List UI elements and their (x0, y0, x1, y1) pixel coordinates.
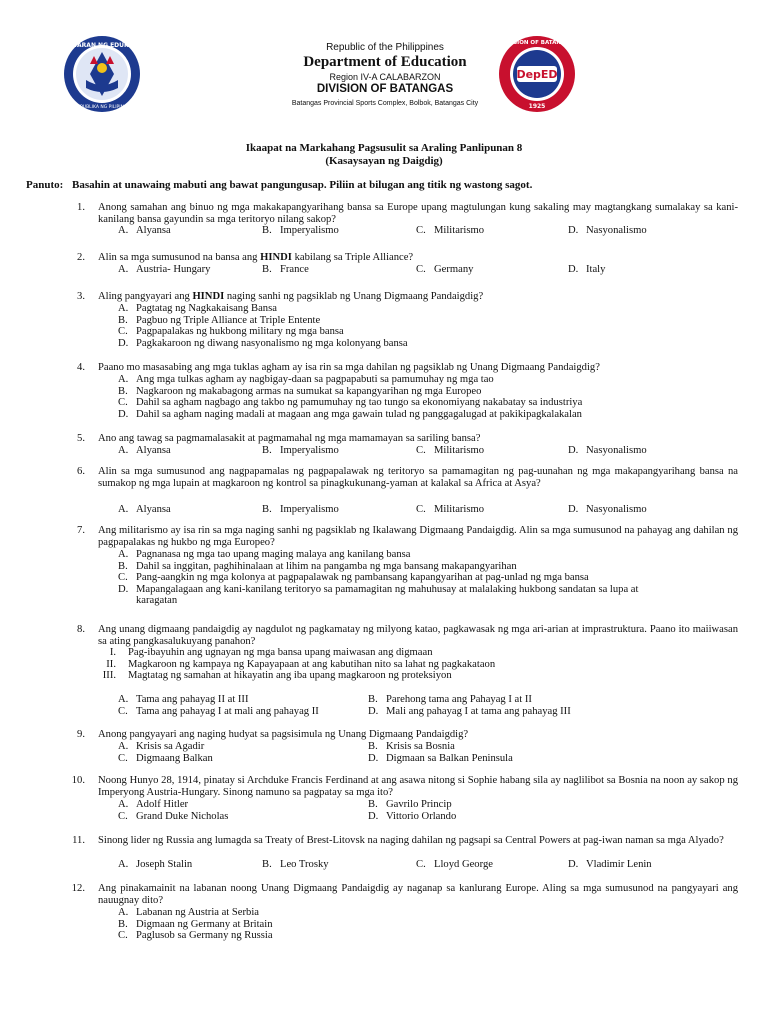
option-text: Germany (434, 264, 474, 275)
option-letter: D. (568, 264, 579, 275)
option-text: Paglusob sa Germany ng Russia (136, 930, 273, 942)
option-letter: C. (118, 326, 128, 338)
question-text: Sinong lider ng Russia ang lumagda sa Treaty of Brest-Litovsk na naging dahilan ng pagsapi sa Central Powers at pag-iwan naman sa mga Alyado? (98, 835, 724, 846)
roman-numeral: III. (102, 670, 116, 682)
question-number: 5. (77, 433, 85, 444)
option-letter: A. (118, 549, 129, 560)
option-text: Imperyalismo (280, 225, 339, 236)
answer-option[interactable] (118, 930, 273, 942)
option-letter: A. (118, 264, 129, 275)
answer-option[interactable] (568, 225, 647, 237)
roman-text: Magtatag ng samahan at hikayatin ang iba upang magkaroon ng proteksiyon (128, 670, 452, 682)
option-text: Pagbuo ng Triple Alliance at Triple Entente (136, 314, 321, 326)
question-text: Ang unang digmaang pandaigdig ay nagdulot ng pagkamatay ng milyong katao, pagkawasak ng mga ari-arian at imprastruktura. Paano ito maiiwasan sa ating pangkasalukuyang panahon? (98, 624, 738, 647)
question-item (0, 291, 768, 349)
answer-option[interactable] (118, 799, 188, 811)
option-text: Gavrilo Princip (386, 799, 452, 810)
option-letter: A. (118, 303, 129, 314)
answer-option[interactable] (118, 859, 192, 871)
question-number: 10. (71, 775, 85, 786)
question-item (0, 835, 768, 870)
answer-option[interactable] (118, 445, 171, 457)
option-text: Pagtatag ng Nagkakaisang Bansa (136, 303, 277, 314)
option-letter: B. (262, 225, 272, 236)
option-letter: D. (568, 225, 579, 236)
option-text: Alyansa (136, 225, 171, 236)
option-letter: A. (118, 445, 129, 456)
option-letter: C. (416, 264, 426, 275)
option-letter: D. (368, 810, 379, 822)
option-text: Mali ang pahayag I at tama ang pahayag III (386, 705, 571, 717)
option-text: France (280, 264, 309, 275)
option-text: Grand Duke Nicholas (136, 810, 229, 822)
letterhead (0, 0, 768, 112)
option-letter: B. (118, 385, 128, 397)
roman-numeral: I. (109, 647, 116, 658)
answer-option[interactable] (118, 741, 204, 753)
instructions-label: Panuto: (26, 179, 64, 191)
roman-text: Pag-ibayuhin ang ugnayan ng mga bansa upang maiwasan ang digmaan (128, 647, 433, 658)
answer-option[interactable] (416, 859, 493, 871)
option-letter: D. (568, 859, 579, 870)
republic-line: Republic of the Philippines (326, 42, 444, 53)
question-item (0, 252, 768, 275)
answer-option[interactable] (118, 409, 582, 421)
question-item (0, 624, 768, 717)
answer-option[interactable] (368, 706, 571, 718)
option-letter: B. (262, 445, 272, 456)
option-letter: A. (118, 504, 129, 515)
question-number: 4. (77, 362, 85, 373)
option-text: Dahil sa inggitan, paghihinalaan at lihim na pangamba ng mga bansang makapangyarihan (136, 560, 517, 572)
option-text: Imperyalismo (280, 504, 339, 515)
option-letter: B. (368, 799, 378, 810)
option-text: Tama ang pahayag II at III (136, 694, 249, 705)
region-line: Region IV-A CALABARZON (329, 72, 441, 82)
answer-option[interactable] (368, 753, 513, 765)
roman-text: Magkaroon ng kampaya ng Kapayapaan at ang kabutihan nito sa lahat ng pagkakataon (128, 658, 496, 670)
answer-option[interactable] (118, 225, 171, 237)
division-seal-icon (497, 34, 577, 114)
option-text: Pagkakaroon ng diwang nasyonalismo ng mga kolonyang bansa (136, 337, 408, 349)
option-letter: A. (118, 225, 129, 236)
option-text: Nasyonalismo (586, 504, 647, 515)
option-letter: A. (118, 859, 129, 870)
question-item (0, 729, 768, 764)
option-text: Imperyalismo (280, 445, 339, 456)
option-text: Tama ang pahayag I at mali ang pahayag II (136, 705, 319, 717)
question-item (0, 525, 768, 607)
question-number: 3. (77, 291, 85, 302)
option-text: Adolf Hitler (136, 799, 189, 810)
answer-option[interactable] (118, 374, 494, 386)
question-item (0, 433, 768, 456)
option-text: Krisis sa Agadir (136, 741, 205, 752)
roman-statement (90, 659, 495, 671)
exam-subtitle: (Kasaysayan ng Daigdig) (325, 155, 443, 167)
svg-text:DepED: DepED (516, 68, 558, 81)
option-text: Vittorio Orlando (386, 810, 457, 822)
option-text: Joseph Stalin (136, 859, 193, 870)
option-letter: C. (118, 572, 128, 584)
option-text: Pagpapalakas ng hukbong military ng mga bansa (136, 326, 344, 338)
question-text (98, 291, 738, 303)
exam-title: Ikaapat na Markahang Pagsusulit sa Araling Panlipunan 8 (245, 142, 523, 154)
option-letter: D. (118, 337, 129, 349)
option-letter: A. (118, 741, 129, 752)
option-text: Digmaan ng Germany at Britain (136, 918, 273, 930)
option-letter: D. (568, 504, 579, 515)
question-number: 8. (77, 624, 85, 635)
option-letter: D. (368, 705, 379, 717)
question-text-post: kabilang sa Triple Alliance? (291, 252, 414, 263)
answer-option[interactable] (118, 504, 171, 516)
question-number: 2. (77, 252, 85, 263)
question-text: Ang pinakamainit na labanan noong Unang Digmaang Pandaigdig ay naganap sa kanlurang Europe. Aling sa mga sumusunod na pangyayari ang nauugnay dito? (98, 883, 738, 906)
answer-option[interactable] (568, 859, 652, 871)
answer-option[interactable] (118, 326, 344, 338)
question-item (0, 883, 768, 942)
option-text: Ang mga tulkas agham ay nagbigay-daan sa pagpapabuti sa pamumuhay ng mga tao (136, 374, 494, 385)
answer-option[interactable] (118, 397, 582, 409)
question-text: Ang militarismo ay isa rin sa mga naging sanhi ng pagsiklab ng Ikalawang Digmaang Pandaigdig. Alin sa mga sumusunod na pahayag ang dahilan ng pagpapalakas ng hukbo ng mga Europeo? (98, 525, 738, 548)
answer-option[interactable] (118, 315, 320, 327)
option-letter: B. (118, 560, 128, 572)
question-text-pre: Aling pangyayari ang (98, 291, 193, 302)
question-number: 9. (77, 729, 85, 740)
address-line: Batangas Provincial Sports Complex, Bolbok, Batangas City (291, 100, 479, 107)
instructions-text: Basahin at unawaing mabuti ang bawat pangungusap. Piliin at bilugan ang titik ng wastong sagot. (72, 179, 533, 191)
option-text: Digmaang Balkan (136, 752, 213, 764)
option-letter: B. (118, 314, 128, 326)
answer-option[interactable] (118, 338, 408, 350)
question-text-pre: Alin sa mga sumusunod na bansa ang (98, 252, 261, 263)
answer-option[interactable] (118, 706, 319, 718)
svg-text:DIVISION OF BATANGAS: DIVISION OF BATANGAS (500, 40, 574, 46)
question-text: Anong samahan ang binuo ng mga makakapangyarihang bansa sa Europe upang magtulungan kung sakaling may magtangkang sumalakay sa kani-kanilang bansa gayundin sa mga teritoryo nilang sakop? (98, 202, 738, 225)
answer-option[interactable] (568, 445, 647, 457)
option-text: Alyansa (136, 504, 171, 515)
answer-option[interactable] (262, 445, 339, 457)
option-letter: A. (118, 907, 129, 918)
answer-option[interactable] (118, 694, 249, 706)
option-text: Vladimir Lenin (586, 859, 652, 870)
answer-option[interactable] (118, 561, 517, 573)
option-letter: C. (416, 504, 426, 515)
answer-option[interactable] (368, 741, 455, 753)
option-text: Nagkaroon ng makabagong armas na sumukat sa kapangyarihan ng mga Europeo (136, 385, 482, 397)
roman-statement (90, 647, 433, 659)
answer-option[interactable] (118, 572, 589, 584)
question-item (0, 466, 768, 515)
option-letter: B. (262, 504, 272, 515)
option-text: Nasyonalismo (586, 225, 647, 236)
question-text-post: naging sanhi ng pagsiklab ng Unang Digmaang Pandaigdig? (224, 291, 484, 302)
option-letter: C. (118, 705, 128, 717)
option-letter: B. (368, 741, 378, 752)
option-text: Krisis sa Bosnia (386, 741, 455, 752)
roman-statement (90, 670, 452, 682)
option-text: Alyansa (136, 445, 171, 456)
option-text: Digmaan sa Balkan Peninsula (386, 752, 513, 764)
svg-text:1925: 1925 (528, 103, 546, 110)
answer-option[interactable] (368, 811, 456, 823)
option-text: Labanan ng Austria at Serbia (136, 907, 259, 918)
option-letter: A. (118, 694, 129, 705)
option-text: Militarismo (434, 504, 485, 515)
answer-option[interactable] (262, 264, 309, 276)
answer-option[interactable] (568, 264, 605, 276)
option-letter: C. (118, 752, 128, 764)
answer-option[interactable] (262, 859, 329, 871)
option-letter: C. (416, 445, 426, 456)
option-letter: D. (368, 752, 379, 764)
option-text: Pagnanasa ng mga tao upang maging malaya ang kanilang bansa (136, 549, 411, 560)
answer-option[interactable] (118, 264, 210, 276)
option-text: Nasyonalismo (586, 445, 647, 456)
option-text: Mapangalagaan ang kani-kanilang teritoryo sa pamamagitan ng mahuhusay at malalaking hukbong sandatan sa lupa at (136, 583, 639, 595)
option-letter: B. (262, 859, 272, 870)
answer-option[interactable] (568, 504, 647, 516)
option-letter: B. (368, 694, 378, 705)
option-letter: B. (118, 918, 128, 930)
question-text: Anong pangyayari ang naging hudyat sa pagsisimula ng Unang Digmaang Pandaigdig? (98, 729, 469, 740)
question-text: Paano mo masasabing ang mga tuklas agham ay isa rin sa mga dahilan ng pagsiklab ng Unang Digmaang Pandaigdig? (98, 362, 600, 373)
answer-option[interactable] (118, 303, 277, 315)
option-letter: D. (118, 408, 129, 420)
answer-option[interactable] (118, 584, 638, 596)
question-text: Ano ang tawag sa pagmamalasakit at pagmamahal ng mga mamamayan sa sariling bansa? (98, 433, 481, 444)
division-line: DIVISION OF BATANGAS (316, 83, 454, 95)
option-letter: C. (118, 397, 128, 409)
question-number: 1. (77, 202, 85, 213)
answer-option[interactable] (368, 799, 452, 811)
option-letter: B. (262, 264, 272, 275)
option-text: Militarismo (434, 225, 485, 236)
option-text: Militarismo (434, 445, 485, 456)
answer-option[interactable] (118, 811, 228, 823)
answer-option[interactable] (118, 753, 213, 765)
question-text-emphasis: HINDI (260, 252, 292, 263)
answer-option[interactable] (118, 919, 273, 931)
svg-text:REPUBLIKA NG PILIPINAS: REPUBLIKA NG PILIPINAS (74, 105, 130, 110)
option-text: Parehong tama ang Pahayag I at II (386, 694, 532, 705)
option-text: Dahil sa agham nagbago ang takbo ng pamumuhay ng tao tungo sa ekonomiyang nakabatay sa industriya (136, 397, 583, 409)
answer-option[interactable] (118, 549, 410, 561)
answer-option[interactable] (416, 504, 484, 516)
question-text (98, 252, 738, 264)
option-text: Italy (586, 264, 606, 275)
answer-option[interactable] (118, 386, 481, 398)
option-letter: C. (118, 810, 128, 822)
option-letter: C. (118, 930, 128, 942)
department-name: Department of Education (303, 54, 467, 70)
roman-numeral: II. (106, 658, 116, 670)
answer-option[interactable] (118, 907, 259, 919)
answer-option[interactable] (262, 504, 339, 516)
option-letter: C. (416, 225, 426, 236)
question-item (0, 362, 768, 420)
svg-text:KAGAWARAN NG EDUKASYON: KAGAWARAN NG EDUKASYON (52, 42, 152, 49)
instructions (26, 179, 532, 191)
answer-option[interactable] (368, 694, 532, 706)
question-item (0, 202, 768, 236)
question-text: Alin sa mga sumusunod ang nagpapamalas ng pagpapalawak ng teritoryo sa pamamagitan ng pag-uunahan ng mga makapangyarihang bansa na sumakop ng mga lupain at magkaroon ng kontrol sa pinagkukunang-yaman at kalakal sa Africa at Asya? (98, 466, 738, 489)
answer-option[interactable] (416, 225, 484, 237)
option-text: Lloyd George (434, 859, 493, 870)
option-text: Pang-aangkin ng mga kolonya at pagpapalawak ng pambansang kapangyarihan at pag-unlad ng mga bansa (136, 572, 589, 584)
question-number: 12. (71, 883, 85, 894)
option-letter: D. (568, 445, 579, 456)
option-letter: D. (118, 583, 129, 595)
question-number: 7. (77, 525, 85, 536)
deped-seal-icon (52, 34, 152, 114)
question-number: 6. (77, 466, 85, 477)
option-letter: A. (118, 374, 129, 385)
answer-option[interactable] (416, 264, 473, 276)
answer-option[interactable] (262, 225, 339, 237)
question-number: 11. (72, 835, 85, 846)
option-text: Dahil sa agham naging madali at magaan ang mga gawain tulad ng panggagalugad at pakikipagkalakalan (136, 408, 582, 420)
option-text-continued: karagatan (136, 595, 178, 607)
question-text: Noong Hunyo 28, 1914, pinatay si Archduke Francis Ferdinand at ang asawa nitong si Sophie habang sila ay naglilibot sa Bosnia na noon ay sakop ng Imperyong Austria-Hungary. Sinong namuno sa pagpatay sa mga ito? (98, 775, 738, 798)
answer-option[interactable] (416, 445, 484, 457)
option-text: Leo Trosky (280, 859, 329, 870)
option-letter: C. (416, 859, 426, 870)
option-letter: A. (118, 799, 129, 810)
question-item (0, 775, 768, 822)
option-text: Austria- Hungary (136, 264, 211, 275)
question-text-emphasis: HINDI (192, 291, 225, 302)
